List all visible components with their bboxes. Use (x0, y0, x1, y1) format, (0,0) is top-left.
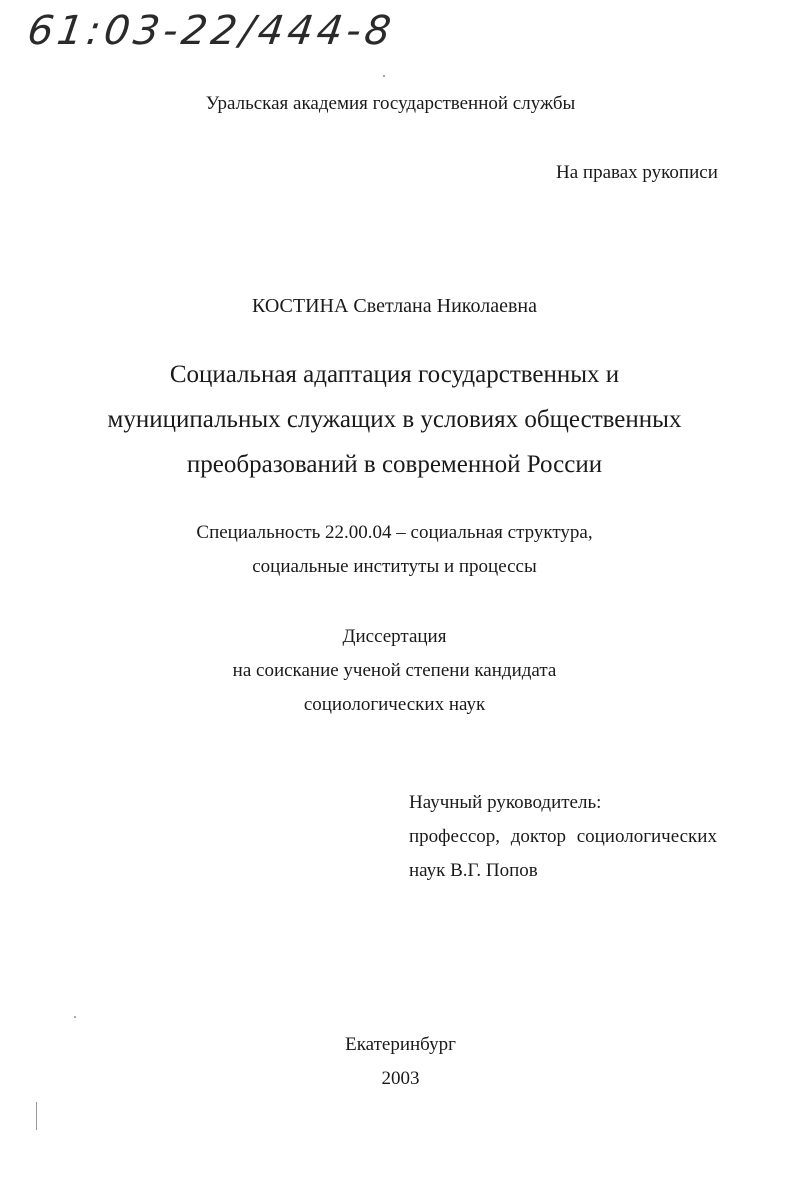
advisor-label: Научный руководитель: (409, 792, 602, 813)
title-line: преобразований в современной России (186, 451, 603, 478)
degree-line: социологических наук (303, 694, 486, 715)
advisor-title: профессор, доктор социологических (409, 826, 717, 847)
specialty-line: Специальность 22.00.04 – социальная структура, (196, 522, 593, 543)
city: Екатеринбург (345, 1034, 456, 1055)
specialty-line: социальные институты и процессы (252, 556, 537, 577)
degree-line: на соискание ученой степени кандидата (232, 660, 557, 681)
speck (383, 75, 385, 77)
speck (74, 1016, 76, 1018)
year: 2003 (381, 1068, 420, 1089)
degree-line: Диссертация (342, 626, 447, 647)
dissertation-degree (0, 620, 791, 722)
dissertation-title (0, 352, 791, 487)
author-name: КОСТИНА Светлана Николаевна (252, 295, 537, 317)
advisor-name: наук В.Г. Попов (409, 860, 538, 881)
handwritten-archive-mark: 61:03-22/444-8 (24, 8, 398, 54)
title-line: Социальная адаптация государственных и (169, 361, 620, 388)
scan-edge-mark (36, 1102, 37, 1130)
specialty (0, 516, 791, 584)
title-line: муниципальных служащих в условиях общественных (107, 406, 682, 433)
scientific-advisor (409, 786, 717, 888)
place-and-year (4, 1028, 793, 1096)
institution-name: Уральская академия государственной службы (205, 93, 576, 114)
rights-note: На правах рукописи (556, 162, 718, 183)
